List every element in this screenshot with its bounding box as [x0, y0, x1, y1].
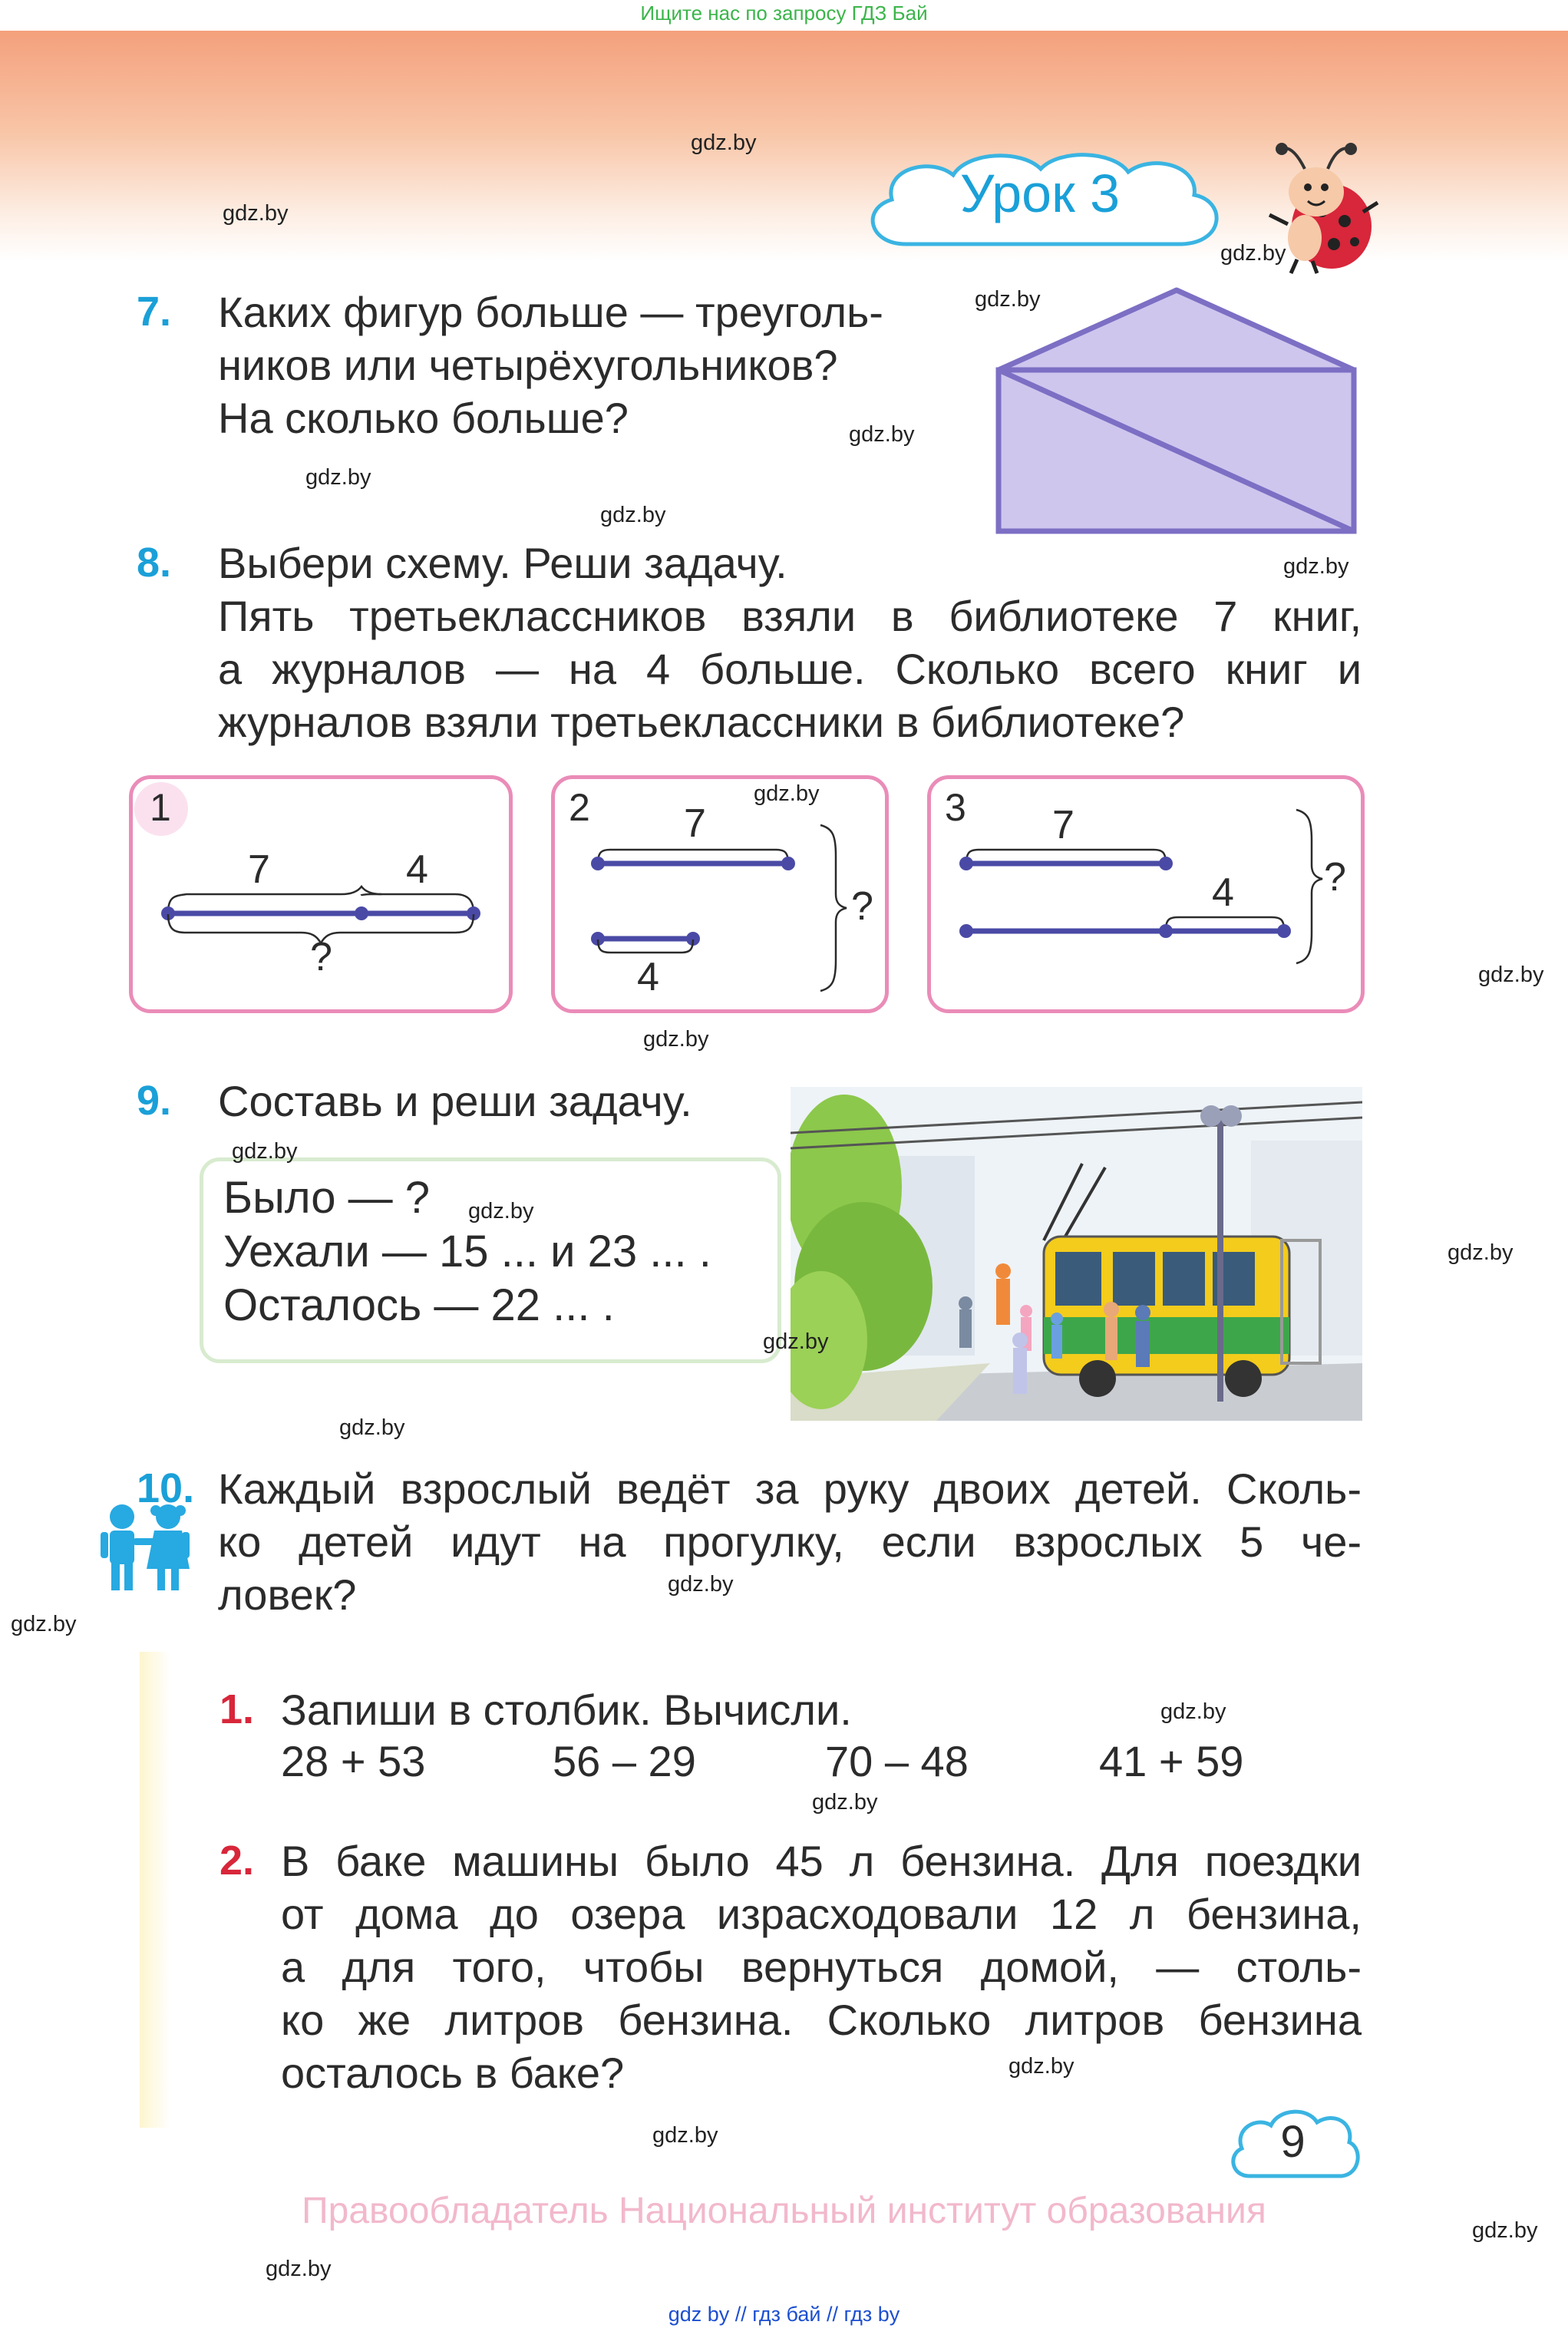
extra2-line-5: осталось в баке?	[281, 2049, 625, 2097]
lesson-title: Урок 3	[959, 163, 1121, 223]
watermark: gdz.by	[1220, 241, 1286, 266]
watermark: gdz.by	[1478, 963, 1544, 987]
task10-line-3: ловек?	[218, 1570, 357, 1619]
task7-line-3: На сколько больше?	[218, 394, 629, 442]
trolleybus-illustration	[791, 1087, 1362, 1421]
extra2-line-2: от дома до озера израсходовали 12 л бензина,	[281, 1890, 1362, 1938]
task7-line-1: Каких фигур больше — треуголь-	[218, 288, 883, 336]
scheme-2-label-a: 7	[684, 801, 706, 846]
task9-number: 9.	[137, 1078, 172, 1124]
extra1-title: Запиши в столбик. Вычисли.	[281, 1686, 852, 1734]
task9-data-3: Осталось — 22 ... .	[223, 1280, 615, 1330]
page-number: 9	[1280, 2117, 1306, 2167]
task7-number: 7.	[137, 289, 172, 335]
watermark: gdz.by	[1283, 554, 1349, 579]
watermark: gdz.by	[668, 1572, 734, 1597]
children-icon	[96, 1501, 194, 1592]
task10-line-1: Каждый взрослый ведёт за руку двоих детей. Сколь-	[218, 1465, 1362, 1513]
footer-links[interactable]: gdz by // гдз бай // гдз by	[668, 2303, 900, 2326]
scheme-2[interactable]	[551, 775, 889, 1013]
copyright: Правообладатель Национальный институт образования	[302, 2191, 1266, 2231]
task10-line-2: ко детей идут на прогулку, если взрослых 5 че-	[218, 1517, 1362, 1566]
watermark: gdz.by	[468, 1199, 534, 1223]
extra2-number: 2.	[220, 1838, 255, 1884]
extra1-expr-2: 56 – 29	[553, 1737, 696, 1785]
watermark: gdz.by	[600, 503, 666, 527]
watermark: gdz.by	[643, 1027, 709, 1052]
watermark: gdz.by	[754, 781, 820, 806]
watermark: gdz.by	[691, 130, 757, 155]
extra2-line-3: а для того, чтобы вернуться домой, — столь-	[281, 1943, 1362, 1991]
watermark: gdz.by	[849, 422, 915, 447]
task8-line-1: Выбери схему. Реши задачу.	[218, 539, 787, 587]
task9-data-2: Уехали — 15 ... и 23 ... .	[223, 1227, 711, 1276]
extra1-expr-3: 70 – 48	[825, 1737, 969, 1785]
extra1-expr-4: 41 + 59	[1099, 1737, 1244, 1785]
watermark: gdz.by	[975, 287, 1041, 312]
task9-data-1: Было — ?	[223, 1173, 430, 1223]
extra1-expr-1: 28 + 53	[281, 1737, 426, 1785]
watermark: gdz.by	[763, 1329, 829, 1354]
scheme-3[interactable]	[927, 775, 1365, 1013]
task8-line-4: журналов взяли третьеклассники в библиотеке?	[218, 698, 1185, 746]
watermark: gdz.by	[305, 465, 371, 490]
watermark: gdz.by	[1008, 2054, 1074, 2079]
envelope-figure	[990, 284, 1363, 537]
scheme-3-number: 3	[945, 786, 966, 829]
watermark: gdz.by	[1160, 1699, 1226, 1724]
watermark: gdz.by	[266, 2257, 332, 2281]
watermark: gdz.by	[1448, 1240, 1514, 1265]
task9-title: Составь и реши задачу.	[218, 1077, 692, 1125]
task7-line-2: ников или четырёхугольников?	[218, 341, 838, 389]
scheme-1-label-a: 7	[248, 847, 270, 892]
extra2-line-4: ко же литров бензина. Сколько литров бензина	[281, 1996, 1362, 2044]
watermark: gdz.by	[232, 1139, 298, 1164]
extra2-line-1: В баке машины было 45 л бензина. Для поездки	[281, 1837, 1362, 1885]
watermark: gdz.by	[652, 2123, 718, 2148]
scheme-1[interactable]	[129, 775, 513, 1013]
watermark: gdz.by	[339, 1415, 405, 1440]
scheme-3-label-a: 7	[1052, 803, 1074, 847]
scheme-3-label-q: ?	[1324, 855, 1346, 900]
task9-data-box	[200, 1157, 781, 1363]
scheme-2-number: 2	[569, 786, 590, 829]
task10-number: 10.	[137, 1465, 195, 1511]
task8-line-2: Пять третьеклассников взяли в библиотеке 7 книг,	[218, 592, 1362, 640]
task8-number: 8.	[137, 540, 172, 586]
scheme-2-label-b: 4	[637, 955, 659, 999]
watermark: gdz.by	[11, 1612, 77, 1636]
scheme-1-number: 1	[150, 786, 171, 829]
task8-line-3: а журналов — на 4 больше. Сколько всего книг и	[218, 645, 1362, 693]
watermark: gdz.by	[223, 201, 289, 226]
search-hint: Ищите нас по запросу ГДЗ Бай	[640, 2, 928, 25]
watermark: gdz.by	[812, 1790, 878, 1815]
scheme-2-diagram	[555, 779, 885, 1009]
scheme-2-label-q: ?	[851, 884, 873, 929]
watermark: gdz.by	[1472, 2218, 1538, 2243]
scheme-1-label-q: ?	[310, 935, 332, 979]
scheme-3-label-b: 4	[1212, 870, 1234, 915]
scheme-3-diagram	[931, 779, 1361, 1009]
extra1-number: 1.	[220, 1686, 255, 1732]
scheme-1-label-b: 4	[406, 847, 428, 892]
